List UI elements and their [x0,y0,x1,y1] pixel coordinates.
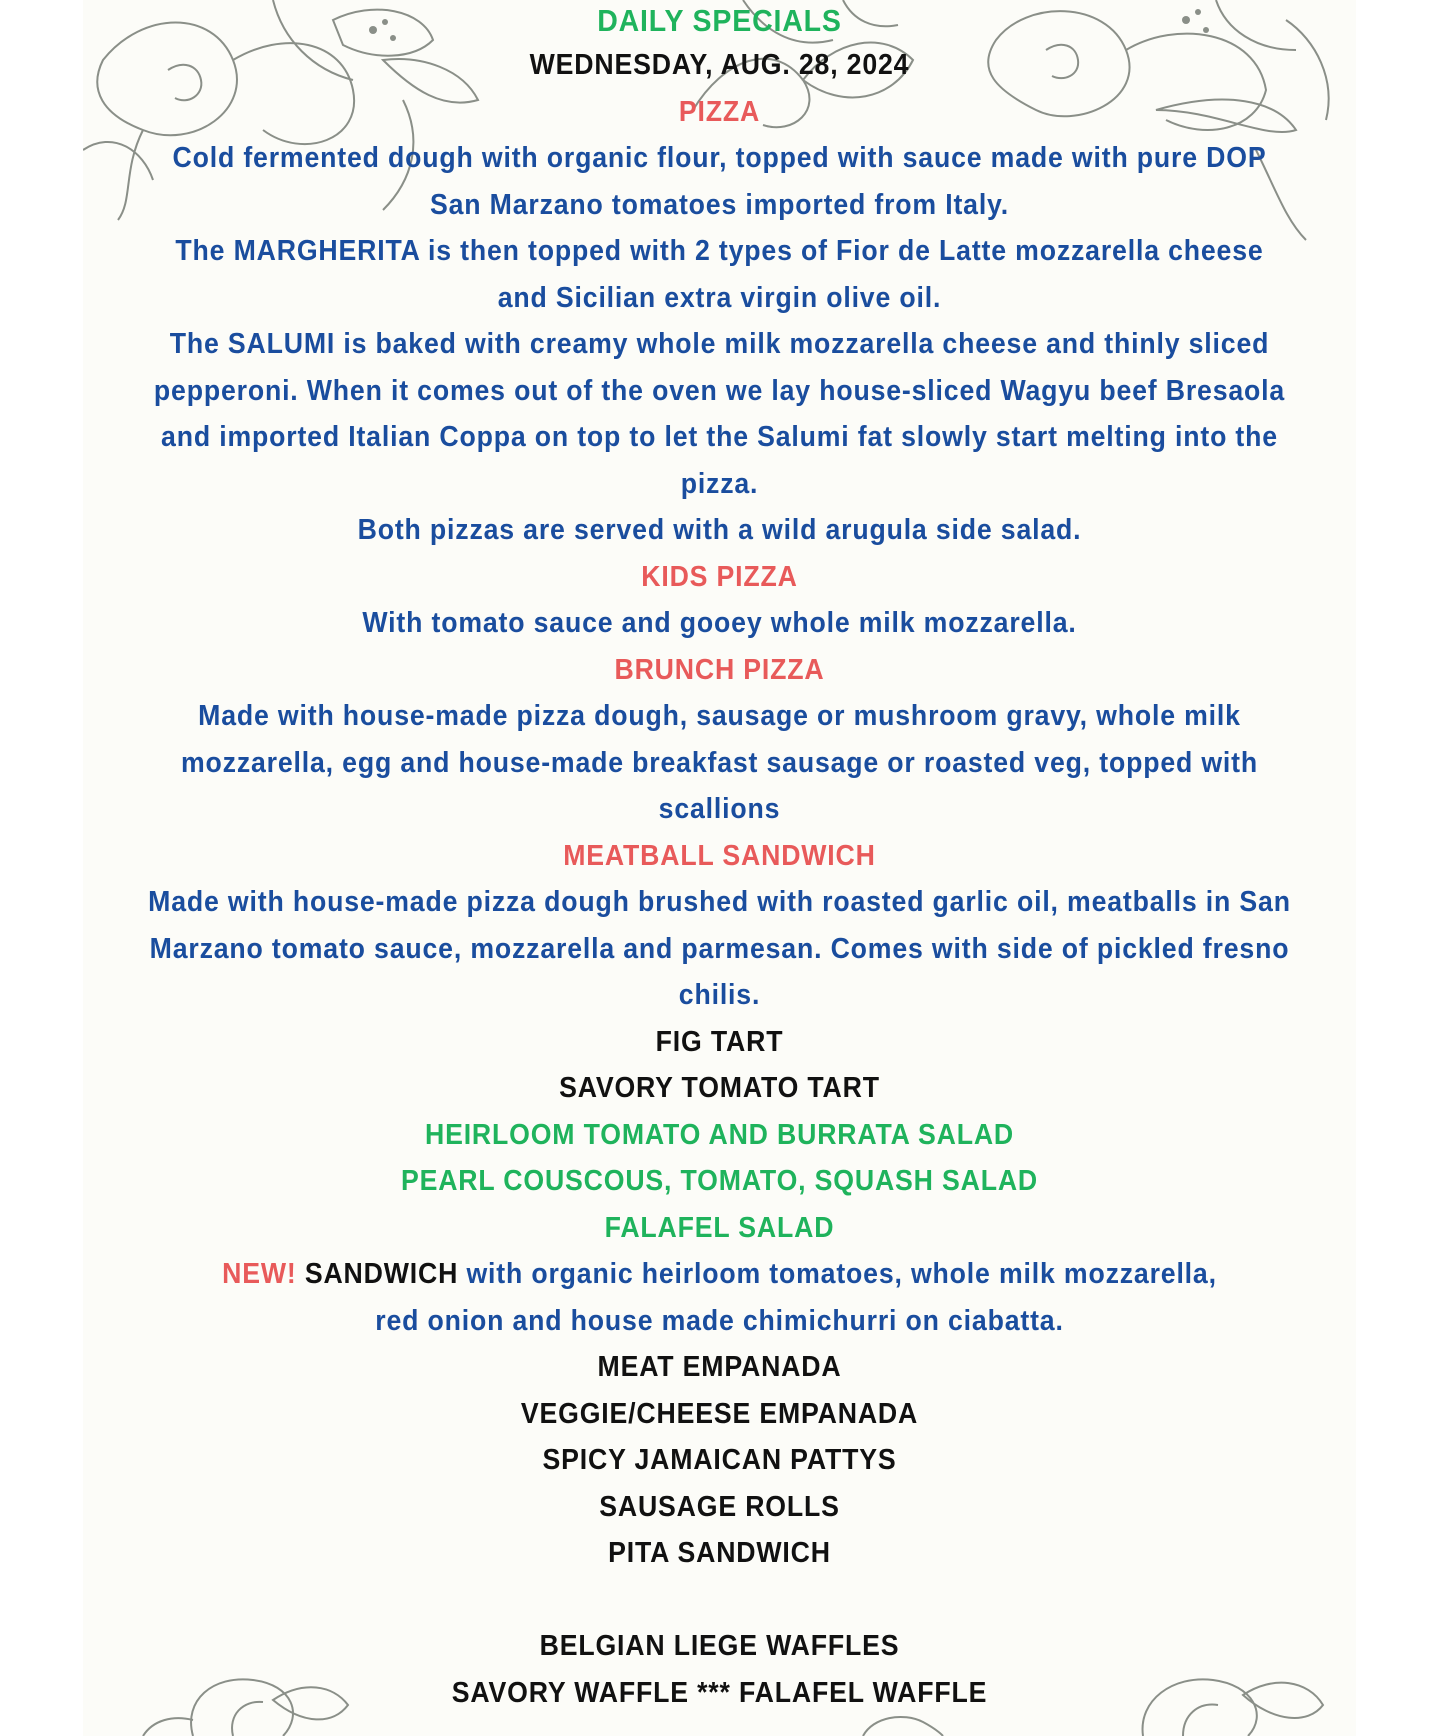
menu-item-fig-tart: FIG TART [655,1025,784,1058]
new-sandwich-desc-line: red onion and house made chimichurri on ciabatta. [375,1304,1064,1337]
menu-item-savory-waffle: SAVORY WAFFLE *** FALAFEL WAFFLE [451,1676,988,1709]
new-badge: NEW! [222,1258,297,1290]
pizza-desc-line: The MARGHERITA is then topped with 2 types of Fior de Latte mozzarella cheese [175,235,1264,267]
brunch-pizza-desc-line: mozzarella, egg and house-made breakfast sausage or roasted veg, topped with [180,746,1259,779]
menu-item-sausage-rolls: SAUSAGE ROLLS [599,1490,840,1523]
pizza-desc-line: and Sicilian extra virgin olive oil. [497,281,942,314]
section-heading-kids-pizza: KIDS PIZZA [641,560,798,593]
meatball-desc-line: Marzano tomato sauce, mozzarella and parmesan. Comes with side of pickled fresno [149,932,1290,965]
menu-page [83,0,1356,1736]
kids-pizza-desc-line: With tomato sauce and gooey whole milk mozzarella. [362,607,1077,639]
section-heading-pizza: PIZZA [678,95,761,128]
meatball-desc-line: chilis. [678,979,761,1011]
section-heading-meatball-sandwich: MEATBALL SANDWICH [563,839,876,872]
pizza-desc-line: San Marzano tomatoes imported from Italy. [429,188,1009,221]
meatball-desc-line: Made with house-made pizza dough brushed with roasted garlic oil, meatballs in San [148,886,1291,918]
pizza-desc-line: Both pizzas are served with a wild arugula side salad. [357,514,1082,546]
section-heading-brunch-pizza: BRUNCH PIZZA [614,653,825,686]
new-sandwich-name: SANDWICH [304,1258,459,1290]
menu-date: WEDNESDAY, AUG. 28, 2024 [529,49,910,81]
menu-item-veggie-empanada: VEGGIE/CHEESE EMPANADA [520,1397,919,1430]
menu-item-falafel-salad: FALAFEL SALAD [604,1211,835,1244]
new-sandwich-line [134,1251,1305,1298]
pizza-desc-line: Cold fermented dough with organic flour, topped with sauce made with pure DOP [172,142,1267,174]
menu-title: DAILY SPECIALS [597,3,842,38]
menu-item-savory-tomato-tart: SAVORY TOMATO TART [559,1072,880,1104]
brunch-pizza-desc-line: scallions [658,793,781,825]
pizza-desc-line: and imported Italian Coppa on top to let the Salumi fat slowly start melting into the [161,421,1278,453]
menu-item-pita-sandwich: PITA SANDWICH [608,1537,831,1569]
menu-item-jamaican-pattys: SPICY JAMAICAN PATTYS [542,1444,897,1476]
menu-item-meat-empanada: MEAT EMPANADA [597,1351,842,1383]
new-sandwich-desc: with organic heirloom tomatoes, whole milk mozzarella, [466,1258,1217,1290]
pizza-desc-line: pizza. [680,467,759,500]
pizza-desc-line: pepperoni. When it comes out of the oven we lay house-sliced Wagyu beef Bresaola [153,374,1286,407]
menu-item-belgian-waffles: BELGIAN LIEGE WAFFLES [539,1630,900,1662]
menu-item-heirloom-salad: HEIRLOOM TOMATO AND BURRATA SALAD [424,1118,1015,1151]
pizza-desc-line: The SALUMI is baked with creamy whole milk mozzarella cheese and thinly sliced [169,328,1270,360]
brunch-pizza-desc-line: Made with house-made pizza dough, sausage or mushroom gravy, whole milk [198,700,1241,732]
menu-item-couscous-salad: PEARL COUSCOUS, TOMATO, SQUASH SALAD [400,1165,1039,1197]
menu-content [83,0,1356,1716]
section-spacer [83,1577,1356,1624]
